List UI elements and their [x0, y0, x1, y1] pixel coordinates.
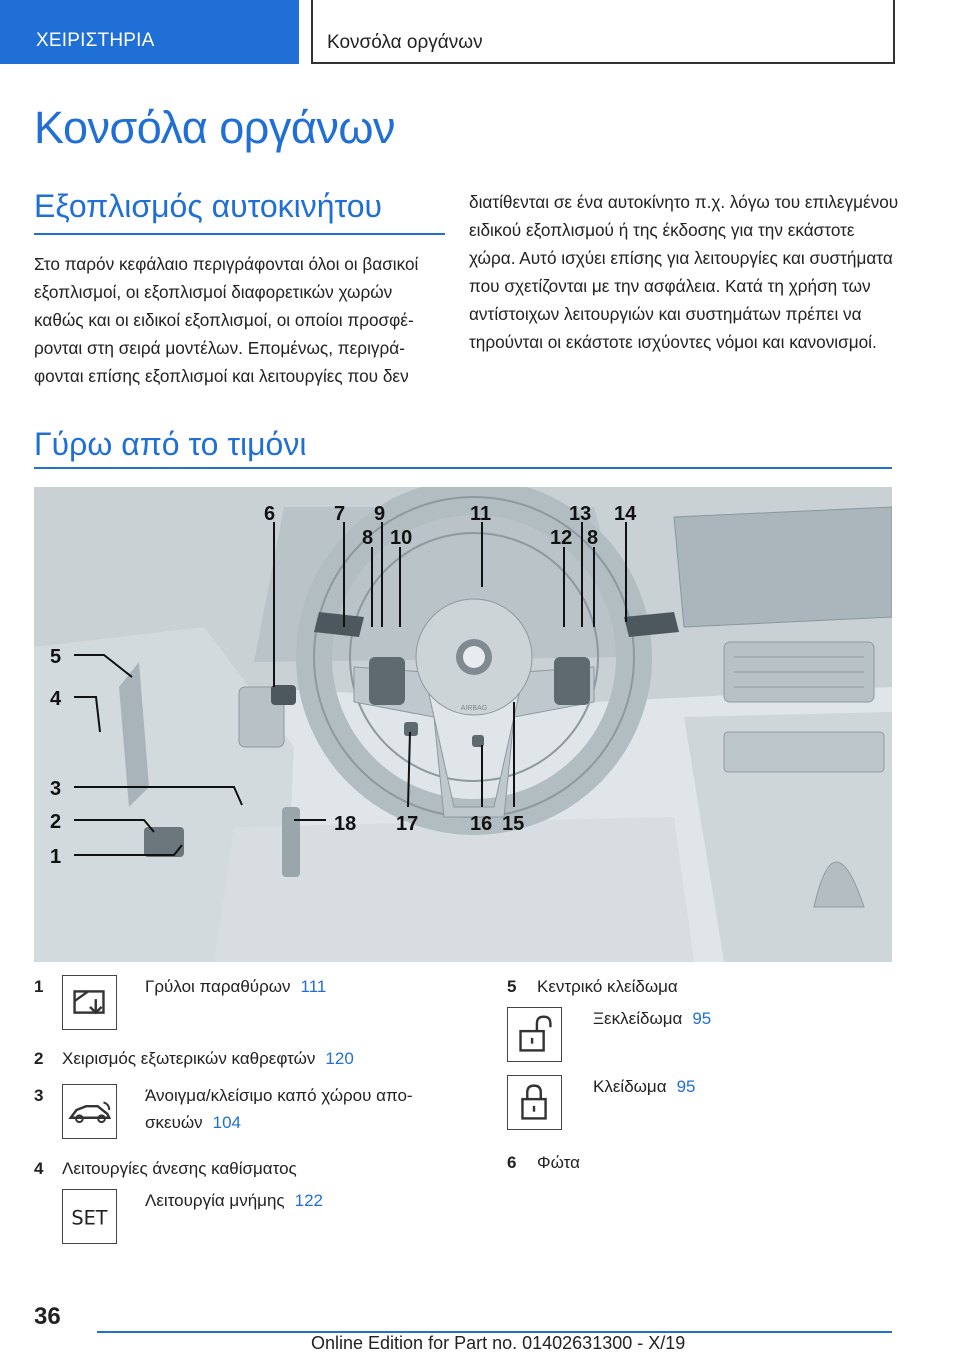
legend-text-6: Φώτα: [537, 1153, 580, 1172]
legend-number-4: 4: [34, 1159, 44, 1178]
callout-8-right: 8: [587, 527, 599, 549]
legend-text-4: Λειτουργίες άνεσης καθίσματος: [62, 1159, 297, 1178]
steering-wheel-illustration: [34, 487, 892, 962]
legend-text-4a: Λειτουργία μνήμης 122: [145, 1191, 324, 1210]
callout-10: 10: [390, 527, 413, 549]
chapter-title: Κονσόλα οργάνων: [311, 0, 895, 64]
callout-13: 13: [569, 503, 592, 525]
legend-text-5: Κεντρικό κλείδωμα: [537, 977, 678, 996]
section-tab[interactable]: ΧΕΙΡΙΣΤΗΡΙΑ: [0, 0, 299, 64]
page-ref-5b[interactable]: 95: [676, 1077, 696, 1096]
page-ref-2[interactable]: 120: [325, 1049, 354, 1068]
equipment-heading: Εξοπλισμός αυτοκινήτου: [34, 188, 383, 224]
legend-text-3: Άνοιγμα/κλείσιμο καπό χώρου αποσκευών 104: [145, 1086, 413, 1132]
equipment-heading-rule: [34, 233, 445, 235]
window-lift-icon: [62, 975, 117, 1030]
callout-17: 17: [396, 813, 419, 835]
footer-edition: Online Edition for Part no. 01402631300 - X/19: [311, 1333, 686, 1353]
steering-heading-rule: [34, 467, 892, 469]
equipment-paragraph-left: Στο παρόν κεφάλαιο περιγράφονται όλοι οι βασικοί εξοπλισμοί, οι εξοπλισμοί διαφορετικών χωρών καθώς και οι ειδικοί εξοπλισμοί, οι οποίοι προσφέρονται στη σειρά μοντέλων. Επομένως, περιγράφονται επίσης εξοπλισμοί και λειτουργίες που δεν: [34, 254, 419, 386]
page-ref-3[interactable]: 104: [212, 1113, 242, 1132]
page-ref-1[interactable]: 111: [300, 977, 327, 996]
callout-16: 16: [470, 813, 493, 835]
page-ref-5a[interactable]: 95: [692, 1009, 712, 1028]
set-icon: [62, 1189, 117, 1244]
callout-18: 18: [334, 813, 357, 835]
legend-text-5b: Κλείδωμα 95: [593, 1077, 696, 1096]
callout-6: 6: [264, 503, 276, 525]
callout-3: 3: [50, 778, 62, 800]
callout-7: 7: [334, 503, 346, 525]
legend-number-6: 6: [507, 1153, 517, 1172]
equipment-paragraph-right: διατίθενται σε ένα αυτοκίνητο π.χ. λόγω του επιλεγμένου ειδικού εξοπλισμού ή της έκδοσης για την εκάστοτε χώρα. Αυτό ισχύει επίσης για λειτουργίες και συστήματα που σχετίζονται με την ασφάλεια. Κατά τη χρήση των αντίστοιχων λειτουργιών και συστημάτων πρέπει να τηρούνται οι εκάστοτε ισχύοντες νόμοι και κανονισμοί.: [469, 192, 899, 352]
callout-8-left: 8: [362, 527, 374, 549]
page-title: Κονσόλα οργάνων: [34, 102, 396, 153]
callout-5: 5: [50, 646, 62, 668]
page-ref-4a[interactable]: 122: [294, 1191, 324, 1210]
callout-12: 12: [550, 527, 573, 549]
callout-15: 15: [502, 813, 525, 835]
legend-text-1: Γρύλοι παραθύρων 111: [145, 977, 327, 996]
callout-2: 2: [50, 811, 62, 833]
callout-11: 11: [470, 503, 492, 525]
callout-1: 1: [50, 846, 62, 868]
legend-number-5: 5: [507, 977, 517, 996]
page-number: 36: [34, 1303, 61, 1330]
legend-number-2: 2: [34, 1049, 44, 1068]
callout-9: 9: [374, 503, 386, 525]
svg-text:SET: SET: [71, 1206, 108, 1230]
legend-text-2: Χειρισμός εξωτερικών καθρεφτών 120: [62, 1049, 354, 1068]
callout-14: 14: [614, 503, 637, 525]
steering-heading: Γύρω από το τιμόνι: [34, 426, 307, 462]
lock-icon: [507, 1075, 562, 1130]
trunk-lid-icon: [62, 1084, 117, 1139]
legend-number-3: 3: [34, 1086, 44, 1105]
legend-number-1: 1: [34, 977, 44, 996]
airbag-label: AIRBAG: [460, 705, 488, 712]
unlock-icon: [507, 1007, 562, 1062]
legend-text-5a: Ξεκλείδωμα 95: [593, 1009, 712, 1028]
callout-4: 4: [50, 688, 62, 710]
